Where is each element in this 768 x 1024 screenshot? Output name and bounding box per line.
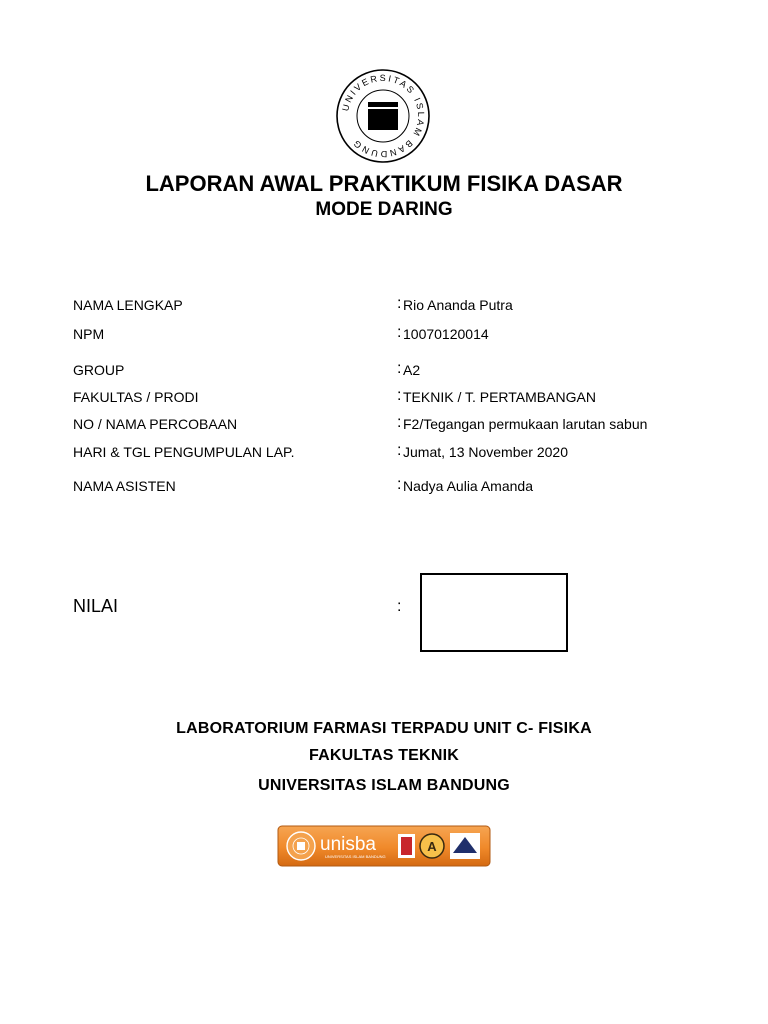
field-value: F2/Tegangan permukaan larutan sabun: [403, 416, 648, 432]
field-row-tanggal: [0, 444, 768, 464]
field-colon: :: [397, 414, 402, 431]
field-label: NAMA ASISTEN: [73, 478, 176, 494]
field-row-fakultas: [0, 389, 768, 409]
seal-text: UNIVERSITAS ISLAM BANDUNG: [340, 72, 427, 160]
field-colon: :: [397, 360, 402, 377]
footer-lab-name: LABORATORIUM FARMASI TERPADU UNIT C- FISIKA: [176, 720, 592, 737]
nilai-score-box: [420, 573, 568, 652]
nilai-colon: :: [397, 598, 402, 615]
field-label: NPM: [73, 326, 105, 342]
field-value: 10070120014: [403, 326, 489, 342]
field-label: HARI & TGL PENGUMPULAN LAP.: [73, 444, 295, 460]
badge-letter: A: [427, 839, 437, 854]
logo-wordmark: unisba: [320, 834, 376, 855]
field-row-asisten: [0, 478, 768, 498]
field-value: Rio Ananda Putra: [403, 297, 513, 313]
field-label: NAMA LENGKAP: [73, 297, 183, 313]
field-row-group: [0, 362, 768, 382]
footer-university: UNIVERSITAS ISLAM BANDUNG: [258, 777, 510, 794]
field-label: GROUP: [73, 362, 125, 378]
field-colon: :: [397, 476, 402, 493]
field-row-percobaan: [0, 416, 768, 436]
field-row-nama: [0, 297, 768, 317]
field-value: TEKNIK / T. PERTAMBANGAN: [403, 389, 596, 405]
field-value: A2: [403, 362, 421, 378]
field-label: NO / NAMA PERCOBAAN: [73, 416, 238, 432]
unisba-logo-banner: [277, 825, 491, 867]
logo-tagline: UNIVERSITAS ISLAM BANDUNG: [325, 854, 386, 859]
field-row-npm: [0, 326, 768, 346]
nilai-label: NILAI: [73, 596, 119, 616]
field-colon: :: [397, 442, 402, 459]
field-label: FAKULTAS / PRODI: [73, 389, 199, 405]
field-value: Nadya Aulia Amanda: [403, 478, 533, 494]
report-title: LAPORAN AWAL PRAKTIKUM FISIKA DASAR: [145, 171, 623, 196]
field-colon: :: [397, 387, 402, 404]
field-value: Jumat, 13 November 2020: [403, 444, 568, 460]
field-colon: :: [397, 295, 402, 312]
footer-faculty: FAKULTAS TEKNIK: [309, 747, 459, 764]
report-subtitle: MODE DARING: [315, 199, 453, 220]
small-seal-icon: [287, 832, 315, 860]
field-colon: :: [397, 324, 402, 341]
university-seal-logo: [335, 68, 431, 164]
